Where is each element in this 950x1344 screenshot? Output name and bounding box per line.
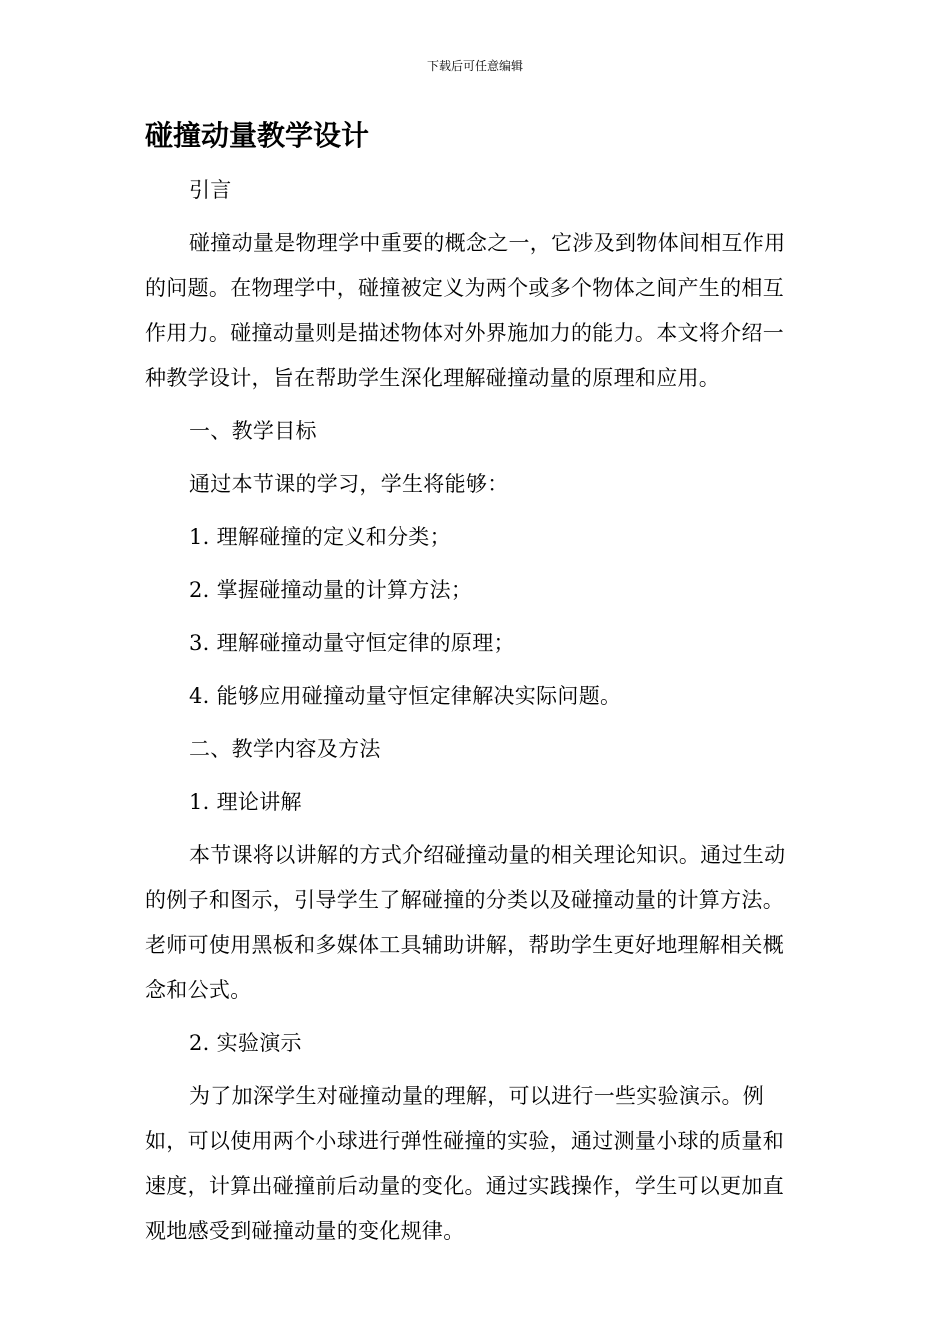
paragraph-objectives-intro: 通过本节课的学习，学生将能够： [189,472,509,496]
subheading-experiment: 2. 实验演示 [189,1031,302,1055]
objective-item-2: 2. 掌握碰撞动量的计算方法； [189,578,473,602]
objective-item-3: 3. 理解碰撞动量守恒定律的原理； [189,631,515,655]
paragraph-introduction: 碰撞动量是物理学中重要的概念之一，它涉及到物体间相互作用的问题。在物理学中，碰撞被定义为两个或多个物体之间产生的相互作用力。碰撞动量则是描述物体对外界施加力的能力。本文将介绍一种教学设计，旨在帮助学生深化理解碰撞动量的原理和应用。 [145,231,786,390]
paragraph-theory: 本节课将以讲解的方式介绍碰撞动量的相关理论知识。通过生动的例子和图示，引导学生了解碰撞的分类以及碰撞动量的计算方法。老师可使用黑板和多媒体工具辅助讲解，帮助学生更好地理解相关概念和公式。 [145,843,786,1002]
objective-item-4: 4. 能够应用碰撞动量守恒定律解决实际问题。 [189,684,622,708]
heading-content-and-methods: 二、教学内容及方法 [189,737,381,761]
paragraph-experiment: 为了加深学生对碰撞动量的理解，可以进行一些实验演示。例如，可以使用两个小球进行弹性碰撞的实验，通过测量小球的质量和速度，计算出碰撞前后动量的变化。通过实践操作，学生可以更加直观地感受到碰撞动量的变化规律。 [145,1084,784,1243]
heading-introduction: 引言 [189,178,232,202]
objective-item-1: 1. 理解碰撞的定义和分类； [189,525,451,549]
page-header-note: 下载后可任意编辑 [426,59,523,73]
document-body [145,116,795,1254]
document-title: 碰撞动量教学设计 [145,119,370,152]
heading-teaching-objectives: 一、教学目标 [189,419,317,443]
subheading-theory: 1. 理论讲解 [189,790,302,814]
